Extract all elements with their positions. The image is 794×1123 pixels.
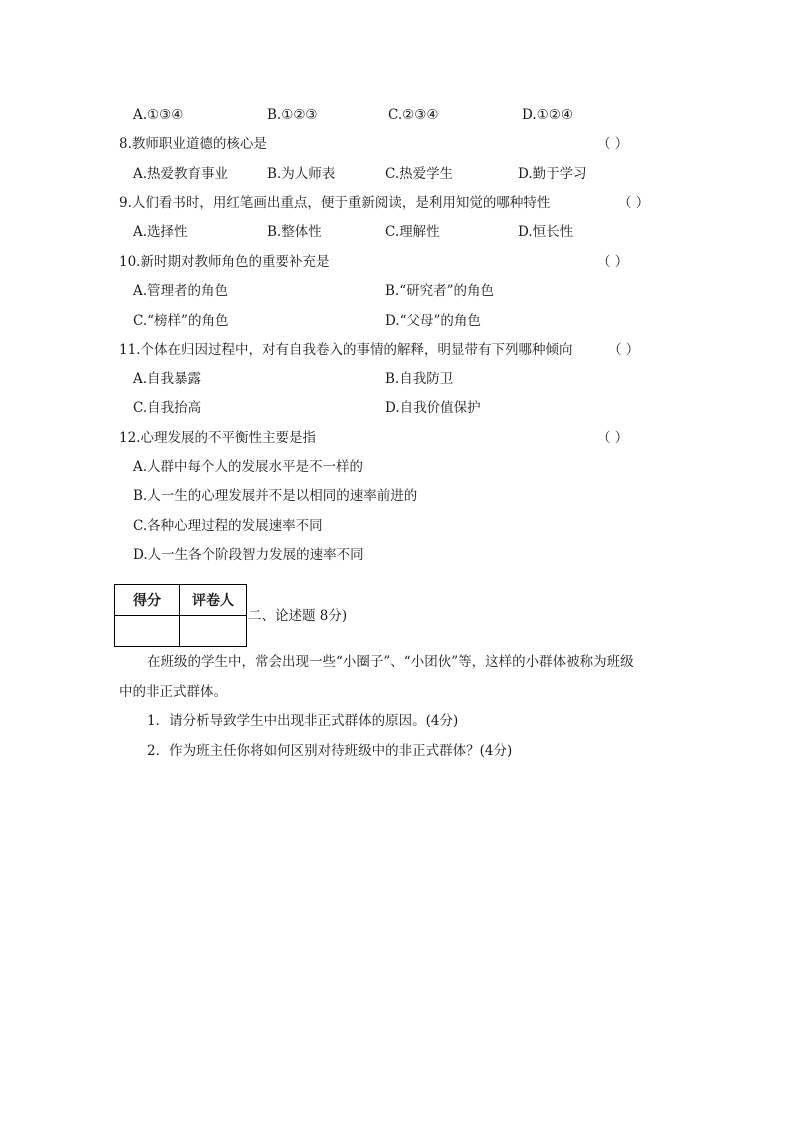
q12-answer-paren: （ ） <box>597 430 629 446</box>
section2-title: 二、论述题 8分) <box>248 608 348 624</box>
q9-option-c: C.理解性 <box>385 224 440 240</box>
q7-option-c: C.②③④ <box>388 107 439 123</box>
q11-option-c: C.自我抬高 <box>133 400 202 416</box>
score-cell <box>115 616 180 647</box>
grader-cell <box>180 616 247 647</box>
q8-stem: 8.教师职业道德的核心是 <box>119 136 267 152</box>
q11-option-b: B.自我防卫 <box>385 371 454 387</box>
q11-answer-paren: （ ） <box>608 342 640 358</box>
q10-option-a: A.管理者的角色 <box>133 283 229 299</box>
q9-option-a: A.选择性 <box>133 224 188 240</box>
q12-option-c: C.各种心理过程的发展速率不同 <box>133 518 323 534</box>
q12-option-a: A.人群中每个人的发展水平是不一样的 <box>133 459 364 475</box>
q8-option-c: C.热爱学生 <box>385 166 454 182</box>
grader-header: 评卷人 <box>180 585 247 616</box>
q7-option-b: B.①②③ <box>267 107 318 123</box>
q11-option-a: A.自我暴露 <box>133 371 202 387</box>
q8-answer-paren: （ ） <box>597 136 629 152</box>
score-header: 得分 <box>115 585 180 616</box>
score-table <box>114 584 247 647</box>
q10-option-d: D.“父母”的角色 <box>385 313 481 329</box>
q7-option-d: D.①②④ <box>522 107 573 123</box>
q10-stem: 10.新时期对教师角色的重要补充是 <box>119 254 330 270</box>
q8-option-d: D.勤于学习 <box>518 166 587 182</box>
essay-subquestion-2: 2．作为班主任你将如何区别对待班级中的非正式群体？(4分) <box>147 743 513 759</box>
q10-option-c: C.“榜样”的角色 <box>133 313 229 329</box>
q11-stem: 11.个体在归因过程中，对有自我卷入的事情的解释，明显带有下列哪种倾向 <box>119 342 573 358</box>
q9-stem: 9.人们看书时，用红笔画出重点，便于重新阅读，是利用知觉的哪种特性 <box>119 195 551 211</box>
q12-option-b: B.人一生的心理发展并不是以相同的速率前进的 <box>133 488 418 504</box>
essay-paragraph-line1: 在班级的学生中，常会出现一些“小圈子”、“小团伙”等，这样的小群体被称为班级 <box>147 654 634 670</box>
essay-paragraph-line2: 中的非正式群体。 <box>119 684 227 700</box>
q9-option-b: B.整体性 <box>267 224 322 240</box>
q12-option-d: D.人一生各个阶段智力发展的速率不同 <box>133 547 364 563</box>
q8-option-b: B.为人师表 <box>267 166 336 182</box>
q7-option-a: A.①③④ <box>133 107 184 123</box>
q10-answer-paren: （ ） <box>597 254 629 270</box>
q9-option-d: D.恒长性 <box>518 224 574 240</box>
q10-option-b: B.“研究者”的角色 <box>385 283 495 299</box>
q12-stem: 12.心理发展的不平衡性主要是指 <box>119 430 316 446</box>
q11-option-d: D.自我价值保护 <box>385 400 481 416</box>
q8-option-a: A.热爱教育事业 <box>133 166 229 182</box>
essay-subquestion-1: 1．请分析导致学生中出现非正式群体的原因。(4分) <box>147 713 459 729</box>
q9-answer-paren: （ ） <box>618 195 650 211</box>
